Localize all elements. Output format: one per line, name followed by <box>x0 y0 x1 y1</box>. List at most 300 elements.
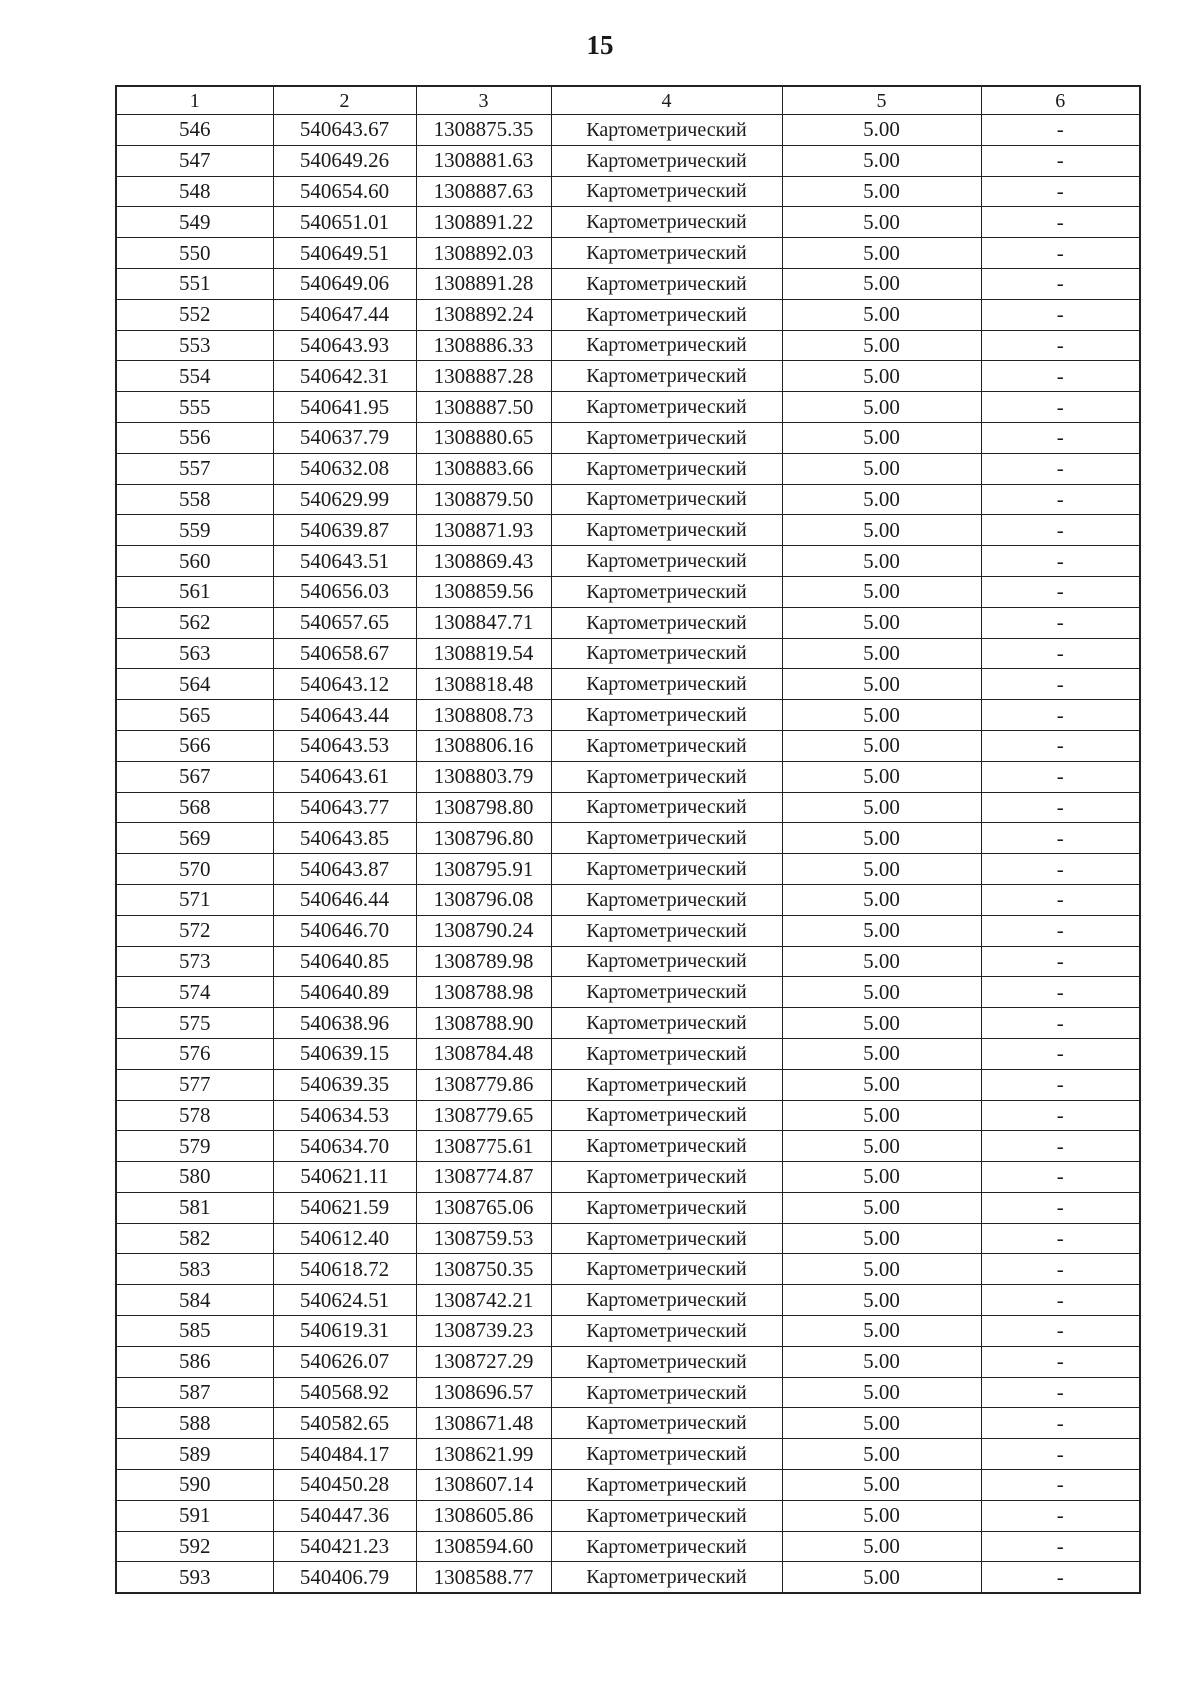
accuracy-cell: 5.00 <box>782 1008 981 1039</box>
point-number-cell: 569 <box>116 823 273 854</box>
table-body <box>116 115 1140 1594</box>
x-coordinate-cell: 540626.07 <box>273 1346 416 1377</box>
method-cell: Картометрический <box>551 145 782 176</box>
column-header: 1 <box>116 86 273 115</box>
x-coordinate-cell: 540618.72 <box>273 1254 416 1285</box>
method-cell: Картометрический <box>551 1192 782 1223</box>
table-row <box>116 453 1140 484</box>
y-coordinate-cell: 1308891.28 <box>416 268 551 299</box>
x-coordinate-cell: 540649.26 <box>273 145 416 176</box>
method-cell: Картометрический <box>551 1500 782 1531</box>
table-row <box>116 268 1140 299</box>
accuracy-cell: 5.00 <box>782 700 981 731</box>
note-cell: - <box>981 1008 1140 1039</box>
y-coordinate-cell: 1308887.28 <box>416 361 551 392</box>
accuracy-cell: 5.00 <box>782 1100 981 1131</box>
method-cell: Картометрический <box>551 1223 782 1254</box>
y-coordinate-cell: 1308750.35 <box>416 1254 551 1285</box>
point-number-cell: 552 <box>116 299 273 330</box>
x-coordinate-cell: 540641.95 <box>273 392 416 423</box>
x-coordinate-cell: 540658.67 <box>273 638 416 669</box>
point-number-cell: 549 <box>116 207 273 238</box>
method-cell: Картометрический <box>551 854 782 885</box>
table-row <box>116 1316 1140 1347</box>
note-cell: - <box>981 1500 1140 1531</box>
accuracy-cell: 5.00 <box>782 1069 981 1100</box>
y-coordinate-cell: 1308774.87 <box>416 1162 551 1193</box>
y-coordinate-cell: 1308779.65 <box>416 1100 551 1131</box>
y-coordinate-cell: 1308869.43 <box>416 546 551 577</box>
table-row <box>116 484 1140 515</box>
accuracy-cell: 5.00 <box>782 638 981 669</box>
accuracy-cell: 5.00 <box>782 915 981 946</box>
point-number-cell: 581 <box>116 1192 273 1223</box>
accuracy-cell: 5.00 <box>782 884 981 915</box>
note-cell: - <box>981 207 1140 238</box>
y-coordinate-cell: 1308765.06 <box>416 1192 551 1223</box>
table-row <box>116 1531 1140 1562</box>
table-row <box>116 700 1140 731</box>
accuracy-cell: 5.00 <box>782 1346 981 1377</box>
method-cell: Картометрический <box>551 761 782 792</box>
accuracy-cell: 5.00 <box>782 576 981 607</box>
x-coordinate-cell: 540634.70 <box>273 1131 416 1162</box>
point-number-cell: 578 <box>116 1100 273 1131</box>
accuracy-cell: 5.00 <box>782 268 981 299</box>
point-number-cell: 586 <box>116 1346 273 1377</box>
y-coordinate-cell: 1308859.56 <box>416 576 551 607</box>
point-number-cell: 556 <box>116 422 273 453</box>
method-cell: Картометрический <box>551 1470 782 1501</box>
x-coordinate-cell: 540640.85 <box>273 946 416 977</box>
x-coordinate-cell: 540649.51 <box>273 238 416 269</box>
x-coordinate-cell: 540582.65 <box>273 1408 416 1439</box>
note-cell: - <box>981 638 1140 669</box>
point-number-cell: 557 <box>116 453 273 484</box>
method-cell: Картометрический <box>551 515 782 546</box>
accuracy-cell: 5.00 <box>782 1470 981 1501</box>
y-coordinate-cell: 1308788.98 <box>416 977 551 1008</box>
point-number-cell: 554 <box>116 361 273 392</box>
point-number-cell: 584 <box>116 1285 273 1316</box>
point-number-cell: 592 <box>116 1531 273 1562</box>
method-cell: Картометрический <box>551 115 782 146</box>
note-cell: - <box>981 669 1140 700</box>
table-row <box>116 1439 1140 1470</box>
y-coordinate-cell: 1308880.65 <box>416 422 551 453</box>
y-coordinate-cell: 1308886.33 <box>416 330 551 361</box>
x-coordinate-cell: 540643.77 <box>273 792 416 823</box>
method-cell: Картометрический <box>551 1562 782 1593</box>
table-row <box>116 946 1140 977</box>
method-cell: Картометрический <box>551 1162 782 1193</box>
point-number-cell: 546 <box>116 115 273 146</box>
table-row <box>116 884 1140 915</box>
accuracy-cell: 5.00 <box>782 392 981 423</box>
table-row <box>116 1470 1140 1501</box>
accuracy-cell: 5.00 <box>782 238 981 269</box>
method-cell: Картометрический <box>551 1254 782 1285</box>
x-coordinate-cell: 540619.31 <box>273 1316 416 1347</box>
y-coordinate-cell: 1308891.22 <box>416 207 551 238</box>
y-coordinate-cell: 1308806.16 <box>416 730 551 761</box>
method-cell: Картометрический <box>551 700 782 731</box>
point-number-cell: 574 <box>116 977 273 1008</box>
x-coordinate-cell: 540406.79 <box>273 1562 416 1593</box>
point-number-cell: 575 <box>116 1008 273 1039</box>
x-coordinate-cell: 540639.35 <box>273 1069 416 1100</box>
table-row <box>116 238 1140 269</box>
method-cell: Картометрический <box>551 638 782 669</box>
y-coordinate-cell: 1308795.91 <box>416 854 551 885</box>
point-number-cell: 548 <box>116 176 273 207</box>
accuracy-cell: 5.00 <box>782 946 981 977</box>
y-coordinate-cell: 1308887.50 <box>416 392 551 423</box>
table-row <box>116 607 1140 638</box>
x-coordinate-cell: 540621.11 <box>273 1162 416 1193</box>
x-coordinate-cell: 540624.51 <box>273 1285 416 1316</box>
table-header-row <box>116 86 1140 115</box>
table-row <box>116 515 1140 546</box>
method-cell: Картометрический <box>551 238 782 269</box>
note-cell: - <box>981 607 1140 638</box>
method-cell: Картометрический <box>551 1408 782 1439</box>
table-row <box>116 915 1140 946</box>
table-row <box>116 422 1140 453</box>
x-coordinate-cell: 540632.08 <box>273 453 416 484</box>
table-row <box>116 392 1140 423</box>
accuracy-cell: 5.00 <box>782 330 981 361</box>
accuracy-cell: 5.00 <box>782 115 981 146</box>
point-number-cell: 553 <box>116 330 273 361</box>
table-row <box>116 1038 1140 1069</box>
x-coordinate-cell: 540634.53 <box>273 1100 416 1131</box>
point-number-cell: 570 <box>116 854 273 885</box>
point-number-cell: 561 <box>116 576 273 607</box>
method-cell: Картометрический <box>551 392 782 423</box>
x-coordinate-cell: 540639.15 <box>273 1038 416 1069</box>
accuracy-cell: 5.00 <box>782 1500 981 1531</box>
accuracy-cell: 5.00 <box>782 1192 981 1223</box>
y-coordinate-cell: 1308892.03 <box>416 238 551 269</box>
note-cell: - <box>981 484 1140 515</box>
note-cell: - <box>981 330 1140 361</box>
accuracy-cell: 5.00 <box>782 1562 981 1593</box>
accuracy-cell: 5.00 <box>782 761 981 792</box>
x-coordinate-cell: 540612.40 <box>273 1223 416 1254</box>
method-cell: Картометрический <box>551 330 782 361</box>
x-coordinate-cell: 540421.23 <box>273 1531 416 1562</box>
table-row <box>116 638 1140 669</box>
point-number-cell: 589 <box>116 1439 273 1470</box>
note-cell: - <box>981 238 1140 269</box>
table-row <box>116 1223 1140 1254</box>
y-coordinate-cell: 1308727.29 <box>416 1346 551 1377</box>
accuracy-cell: 5.00 <box>782 1316 981 1347</box>
point-number-cell: 562 <box>116 607 273 638</box>
accuracy-cell: 5.00 <box>782 546 981 577</box>
y-coordinate-cell: 1308696.57 <box>416 1377 551 1408</box>
accuracy-cell: 5.00 <box>782 669 981 700</box>
x-coordinate-cell: 540647.44 <box>273 299 416 330</box>
method-cell: Картометрический <box>551 730 782 761</box>
x-coordinate-cell: 540643.87 <box>273 854 416 885</box>
method-cell: Картометрический <box>551 1316 782 1347</box>
note-cell: - <box>981 515 1140 546</box>
point-number-cell: 571 <box>116 884 273 915</box>
column-header: 2 <box>273 86 416 115</box>
point-number-cell: 572 <box>116 915 273 946</box>
y-coordinate-cell: 1308875.35 <box>416 115 551 146</box>
accuracy-cell: 5.00 <box>782 977 981 1008</box>
point-number-cell: 579 <box>116 1131 273 1162</box>
note-cell: - <box>981 1285 1140 1316</box>
note-cell: - <box>981 361 1140 392</box>
column-header: 5 <box>782 86 981 115</box>
table-row <box>116 1254 1140 1285</box>
note-cell: - <box>981 884 1140 915</box>
note-cell: - <box>981 946 1140 977</box>
x-coordinate-cell: 540643.85 <box>273 823 416 854</box>
accuracy-cell: 5.00 <box>782 361 981 392</box>
y-coordinate-cell: 1308883.66 <box>416 453 551 484</box>
note-cell: - <box>981 392 1140 423</box>
x-coordinate-cell: 540651.01 <box>273 207 416 238</box>
point-number-cell: 559 <box>116 515 273 546</box>
x-coordinate-cell: 540642.31 <box>273 361 416 392</box>
point-number-cell: 576 <box>116 1038 273 1069</box>
point-number-cell: 551 <box>116 268 273 299</box>
method-cell: Картометрический <box>551 1100 782 1131</box>
point-number-cell: 555 <box>116 392 273 423</box>
x-coordinate-cell: 540646.70 <box>273 915 416 946</box>
accuracy-cell: 5.00 <box>782 515 981 546</box>
point-number-cell: 564 <box>116 669 273 700</box>
note-cell: - <box>981 854 1140 885</box>
method-cell: Картометрический <box>551 1008 782 1039</box>
y-coordinate-cell: 1308887.63 <box>416 176 551 207</box>
note-cell: - <box>981 176 1140 207</box>
accuracy-cell: 5.00 <box>782 1377 981 1408</box>
point-number-cell: 580 <box>116 1162 273 1193</box>
point-number-cell: 587 <box>116 1377 273 1408</box>
accuracy-cell: 5.00 <box>782 1223 981 1254</box>
method-cell: Картометрический <box>551 176 782 207</box>
x-coordinate-cell: 540447.36 <box>273 1500 416 1531</box>
point-number-cell: 567 <box>116 761 273 792</box>
x-coordinate-cell: 540646.44 <box>273 884 416 915</box>
method-cell: Картометрический <box>551 268 782 299</box>
x-coordinate-cell: 540643.12 <box>273 669 416 700</box>
point-number-cell: 582 <box>116 1223 273 1254</box>
method-cell: Картометрический <box>551 299 782 330</box>
y-coordinate-cell: 1308892.24 <box>416 299 551 330</box>
method-cell: Картометрический <box>551 823 782 854</box>
accuracy-cell: 5.00 <box>782 207 981 238</box>
x-coordinate-cell: 540621.59 <box>273 1192 416 1223</box>
table-row <box>116 792 1140 823</box>
x-coordinate-cell: 540568.92 <box>273 1377 416 1408</box>
table-row <box>116 1100 1140 1131</box>
accuracy-cell: 5.00 <box>782 484 981 515</box>
note-cell: - <box>981 915 1140 946</box>
y-coordinate-cell: 1308671.48 <box>416 1408 551 1439</box>
note-cell: - <box>981 145 1140 176</box>
y-coordinate-cell: 1308607.14 <box>416 1470 551 1501</box>
y-coordinate-cell: 1308879.50 <box>416 484 551 515</box>
y-coordinate-cell: 1308796.08 <box>416 884 551 915</box>
table-row <box>116 1408 1140 1439</box>
y-coordinate-cell: 1308759.53 <box>416 1223 551 1254</box>
note-cell: - <box>981 761 1140 792</box>
table-row <box>116 977 1140 1008</box>
point-number-cell: 550 <box>116 238 273 269</box>
note-cell: - <box>981 115 1140 146</box>
table-row <box>116 576 1140 607</box>
y-coordinate-cell: 1308803.79 <box>416 761 551 792</box>
table-row <box>116 361 1140 392</box>
y-coordinate-cell: 1308739.23 <box>416 1316 551 1347</box>
y-coordinate-cell: 1308818.48 <box>416 669 551 700</box>
note-cell: - <box>981 1038 1140 1069</box>
y-coordinate-cell: 1308819.54 <box>416 638 551 669</box>
note-cell: - <box>981 1408 1140 1439</box>
table-row <box>116 330 1140 361</box>
accuracy-cell: 5.00 <box>782 730 981 761</box>
method-cell: Картометрический <box>551 792 782 823</box>
note-cell: - <box>981 1254 1140 1285</box>
method-cell: Картометрический <box>551 1069 782 1100</box>
y-coordinate-cell: 1308742.21 <box>416 1285 551 1316</box>
x-coordinate-cell: 540643.53 <box>273 730 416 761</box>
note-cell: - <box>981 1531 1140 1562</box>
table-row <box>116 115 1140 146</box>
note-cell: - <box>981 1377 1140 1408</box>
table-row <box>116 854 1140 885</box>
table-row <box>116 1500 1140 1531</box>
x-coordinate-cell: 540656.03 <box>273 576 416 607</box>
accuracy-cell: 5.00 <box>782 1038 981 1069</box>
point-number-cell: 566 <box>116 730 273 761</box>
note-cell: - <box>981 823 1140 854</box>
point-number-cell: 585 <box>116 1316 273 1347</box>
y-coordinate-cell: 1308798.80 <box>416 792 551 823</box>
note-cell: - <box>981 977 1140 1008</box>
point-number-cell: 547 <box>116 145 273 176</box>
note-cell: - <box>981 1223 1140 1254</box>
method-cell: Картометрический <box>551 422 782 453</box>
y-coordinate-cell: 1308796.80 <box>416 823 551 854</box>
table-row <box>116 669 1140 700</box>
point-number-cell: 588 <box>116 1408 273 1439</box>
note-cell: - <box>981 700 1140 731</box>
method-cell: Картометрический <box>551 669 782 700</box>
note-cell: - <box>981 1162 1140 1193</box>
note-cell: - <box>981 576 1140 607</box>
note-cell: - <box>981 1562 1140 1593</box>
accuracy-cell: 5.00 <box>782 145 981 176</box>
x-coordinate-cell: 540643.93 <box>273 330 416 361</box>
method-cell: Картометрический <box>551 946 782 977</box>
accuracy-cell: 5.00 <box>782 422 981 453</box>
column-header: 6 <box>981 86 1140 115</box>
method-cell: Картометрический <box>551 453 782 484</box>
y-coordinate-cell: 1308779.86 <box>416 1069 551 1100</box>
point-number-cell: 568 <box>116 792 273 823</box>
table-row <box>116 1008 1140 1039</box>
y-coordinate-cell: 1308871.93 <box>416 515 551 546</box>
table-row <box>116 145 1140 176</box>
x-coordinate-cell: 540629.99 <box>273 484 416 515</box>
y-coordinate-cell: 1308784.48 <box>416 1038 551 1069</box>
accuracy-cell: 5.00 <box>782 1131 981 1162</box>
note-cell: - <box>981 299 1140 330</box>
y-coordinate-cell: 1308808.73 <box>416 700 551 731</box>
x-coordinate-cell: 540637.79 <box>273 422 416 453</box>
table-row <box>116 299 1140 330</box>
note-cell: - <box>981 1131 1140 1162</box>
y-coordinate-cell: 1308788.90 <box>416 1008 551 1039</box>
x-coordinate-cell: 540638.96 <box>273 1008 416 1039</box>
x-coordinate-cell: 540484.17 <box>273 1439 416 1470</box>
point-number-cell: 573 <box>116 946 273 977</box>
point-number-cell: 593 <box>116 1562 273 1593</box>
point-number-cell: 577 <box>116 1069 273 1100</box>
method-cell: Картометрический <box>551 1285 782 1316</box>
accuracy-cell: 5.00 <box>782 1254 981 1285</box>
note-cell: - <box>981 1439 1140 1470</box>
method-cell: Картометрический <box>551 546 782 577</box>
x-coordinate-cell: 540657.65 <box>273 607 416 638</box>
accuracy-cell: 5.00 <box>782 792 981 823</box>
note-cell: - <box>981 422 1140 453</box>
table-row <box>116 1346 1140 1377</box>
table-row <box>116 1131 1140 1162</box>
accuracy-cell: 5.00 <box>782 607 981 638</box>
y-coordinate-cell: 1308588.77 <box>416 1562 551 1593</box>
table-row <box>116 1285 1140 1316</box>
accuracy-cell: 5.00 <box>782 854 981 885</box>
method-cell: Картометрический <box>551 1439 782 1470</box>
table-row <box>116 1562 1140 1593</box>
accuracy-cell: 5.00 <box>782 176 981 207</box>
table-row <box>116 207 1140 238</box>
method-cell: Картометрический <box>551 977 782 1008</box>
accuracy-cell: 5.00 <box>782 1531 981 1562</box>
y-coordinate-cell: 1308881.63 <box>416 145 551 176</box>
method-cell: Картометрический <box>551 884 782 915</box>
y-coordinate-cell: 1308847.71 <box>416 607 551 638</box>
point-number-cell: 590 <box>116 1470 273 1501</box>
y-coordinate-cell: 1308621.99 <box>416 1439 551 1470</box>
page-number: 15 <box>586 30 614 60</box>
x-coordinate-cell: 540643.61 <box>273 761 416 792</box>
coordinates-table <box>115 85 1141 1594</box>
y-coordinate-cell: 1308594.60 <box>416 1531 551 1562</box>
accuracy-cell: 5.00 <box>782 1408 981 1439</box>
y-coordinate-cell: 1308790.24 <box>416 915 551 946</box>
method-cell: Картометрический <box>551 207 782 238</box>
accuracy-cell: 5.00 <box>782 1162 981 1193</box>
accuracy-cell: 5.00 <box>782 1439 981 1470</box>
method-cell: Картометрический <box>551 1377 782 1408</box>
x-coordinate-cell: 540649.06 <box>273 268 416 299</box>
note-cell: - <box>981 1316 1140 1347</box>
note-cell: - <box>981 1192 1140 1223</box>
table-row <box>116 730 1140 761</box>
x-coordinate-cell: 540654.60 <box>273 176 416 207</box>
accuracy-cell: 5.00 <box>782 299 981 330</box>
